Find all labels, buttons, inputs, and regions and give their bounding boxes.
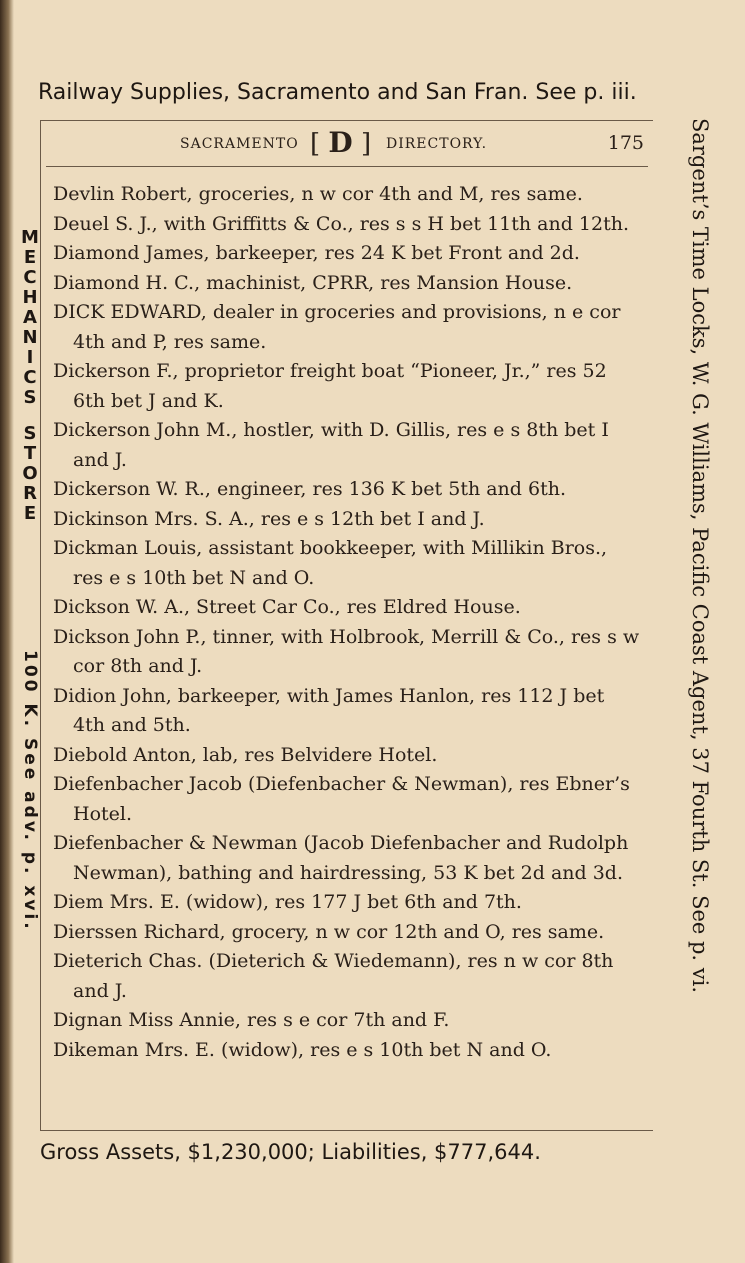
left-margin-letter: M (21, 227, 39, 248)
bottom-advertisement: Gross Assets, $1,230,000; Liabilities, $777,644. (40, 1140, 541, 1164)
right-margin-advertisement: Sargent’s Time Locks, W. G. Williams, Pacific Coast Agent, 37 Fourth St. See p. vi. (688, 118, 712, 994)
left-margin-letter: S (23, 423, 37, 444)
header-rule (46, 166, 648, 167)
top-advertisement: Railway Supplies, Sacramento and San Fran. See p. iii. (38, 80, 637, 105)
directory-entry: Dickerson John M., hostler, with D. Gillis, res e s 8th bet I and J. (53, 419, 609, 471)
directory-entry: Didion John, barkeeper, with James Hanlon, res 112 J bet 4th and 5th. (53, 684, 605, 736)
left-margin-letter: S (23, 387, 37, 408)
left-margin-rotated-wrap (12, 650, 40, 1030)
header-city: SACRAMENTO (180, 136, 299, 152)
directory-entry: Dickerson W. R., engineer, res 136 K bet 5th and 6th. (53, 478, 566, 500)
directory-entry: DICK EDWARD, dealer in groceries and provisions, n e cor 4th and P, res same. (53, 301, 621, 353)
frame-bottom-rule (40, 1130, 653, 1131)
directory-entry: Deuel S. J., with Griffitts & Co., res s s H bet 11th and 12th. (53, 212, 630, 235)
left-margin-letter: R (23, 483, 37, 504)
directory-entry: Dierssen Richard, grocery, n w cor 12th and O, res same. (53, 920, 605, 943)
left-margin-letter: C (23, 367, 37, 388)
page-number: 175 (607, 132, 644, 154)
directory-entry: Diamond James, barkeeper, res 24 K bet Front and 2d. (53, 242, 580, 264)
left-margin-letter: T (23, 443, 37, 464)
frame-top-rule (40, 120, 653, 121)
left-margin-rotated-text: 100 K. See adv. p. xvi. (20, 650, 40, 932)
directory-entry: Diebold Anton, lab, res Belvidere Hotel. (53, 743, 438, 766)
left-margin-letter: A (23, 307, 37, 328)
directory-entry: Dieterich Chas. (Dieterich & Wiedemann), res n w cor 8th and J. (53, 950, 614, 1002)
header-title: DIRECTORY. (386, 136, 488, 152)
directory-entry: Diem Mrs. E. (widow), res 177 J bet 6th and 7th. (53, 891, 522, 913)
directory-entry: Dickerson F., proprietor freight boat “Pioneer, Jr.,” res 52 6th bet J and K. (53, 360, 607, 412)
frame-left-rule (40, 120, 41, 1130)
directory-entry: Diefenbacher Jacob (Diefenbacher & Newman), res Ebner’s Hotel. (53, 773, 630, 825)
directory-entry: Dignan Miss Annie, res s e cor 7th and F. (53, 1009, 450, 1031)
left-margin-gap (20, 408, 40, 424)
left-margin-letter: I (26, 347, 34, 368)
left-margin-letter: E (23, 503, 37, 524)
directory-entry: Dickson John P., tinner, with Holbrook, Merrill & Co., res s w cor 8th and J. (53, 625, 640, 677)
directory-entry: Dickman Louis, assistant bookkeeper, with Millikin Bros., res e s 10th bet N and O. (53, 537, 608, 589)
page-binding-edge (0, 0, 14, 1263)
directory-entry: Dickson W. A., Street Car Co., res Eldred House. (53, 596, 521, 618)
left-margin-letter: E (23, 247, 37, 268)
directory-entry: Diefenbacher & Newman (Jacob Diefenbacher and Rudolph Newman), bathing and hairdressing, 53 K bet 2d and 3d. (53, 832, 629, 884)
left-margin-letter: C (23, 267, 37, 288)
running-header (40, 126, 650, 166)
left-margin-letter: N (22, 327, 38, 348)
left-margin-advertisement (20, 228, 40, 524)
left-margin-letter: H (22, 287, 38, 308)
directory-entry: Diamond H. C., machinist, CPRR, res Mansion House. (53, 271, 573, 294)
directory-entry: Dickinson Mrs. S. A., res e s 12th bet I and J. (53, 507, 485, 530)
directory-entry: Dikeman Mrs. E. (widow), res e s 10th bet N and O. (53, 1038, 552, 1061)
directory-entries (53, 180, 641, 1065)
left-margin-letter: O (22, 463, 38, 484)
directory-entry: Devlin Robert, groceries, n w cor 4th and M, res same. (53, 183, 583, 205)
header-section-letter: [ D ] (310, 126, 372, 159)
